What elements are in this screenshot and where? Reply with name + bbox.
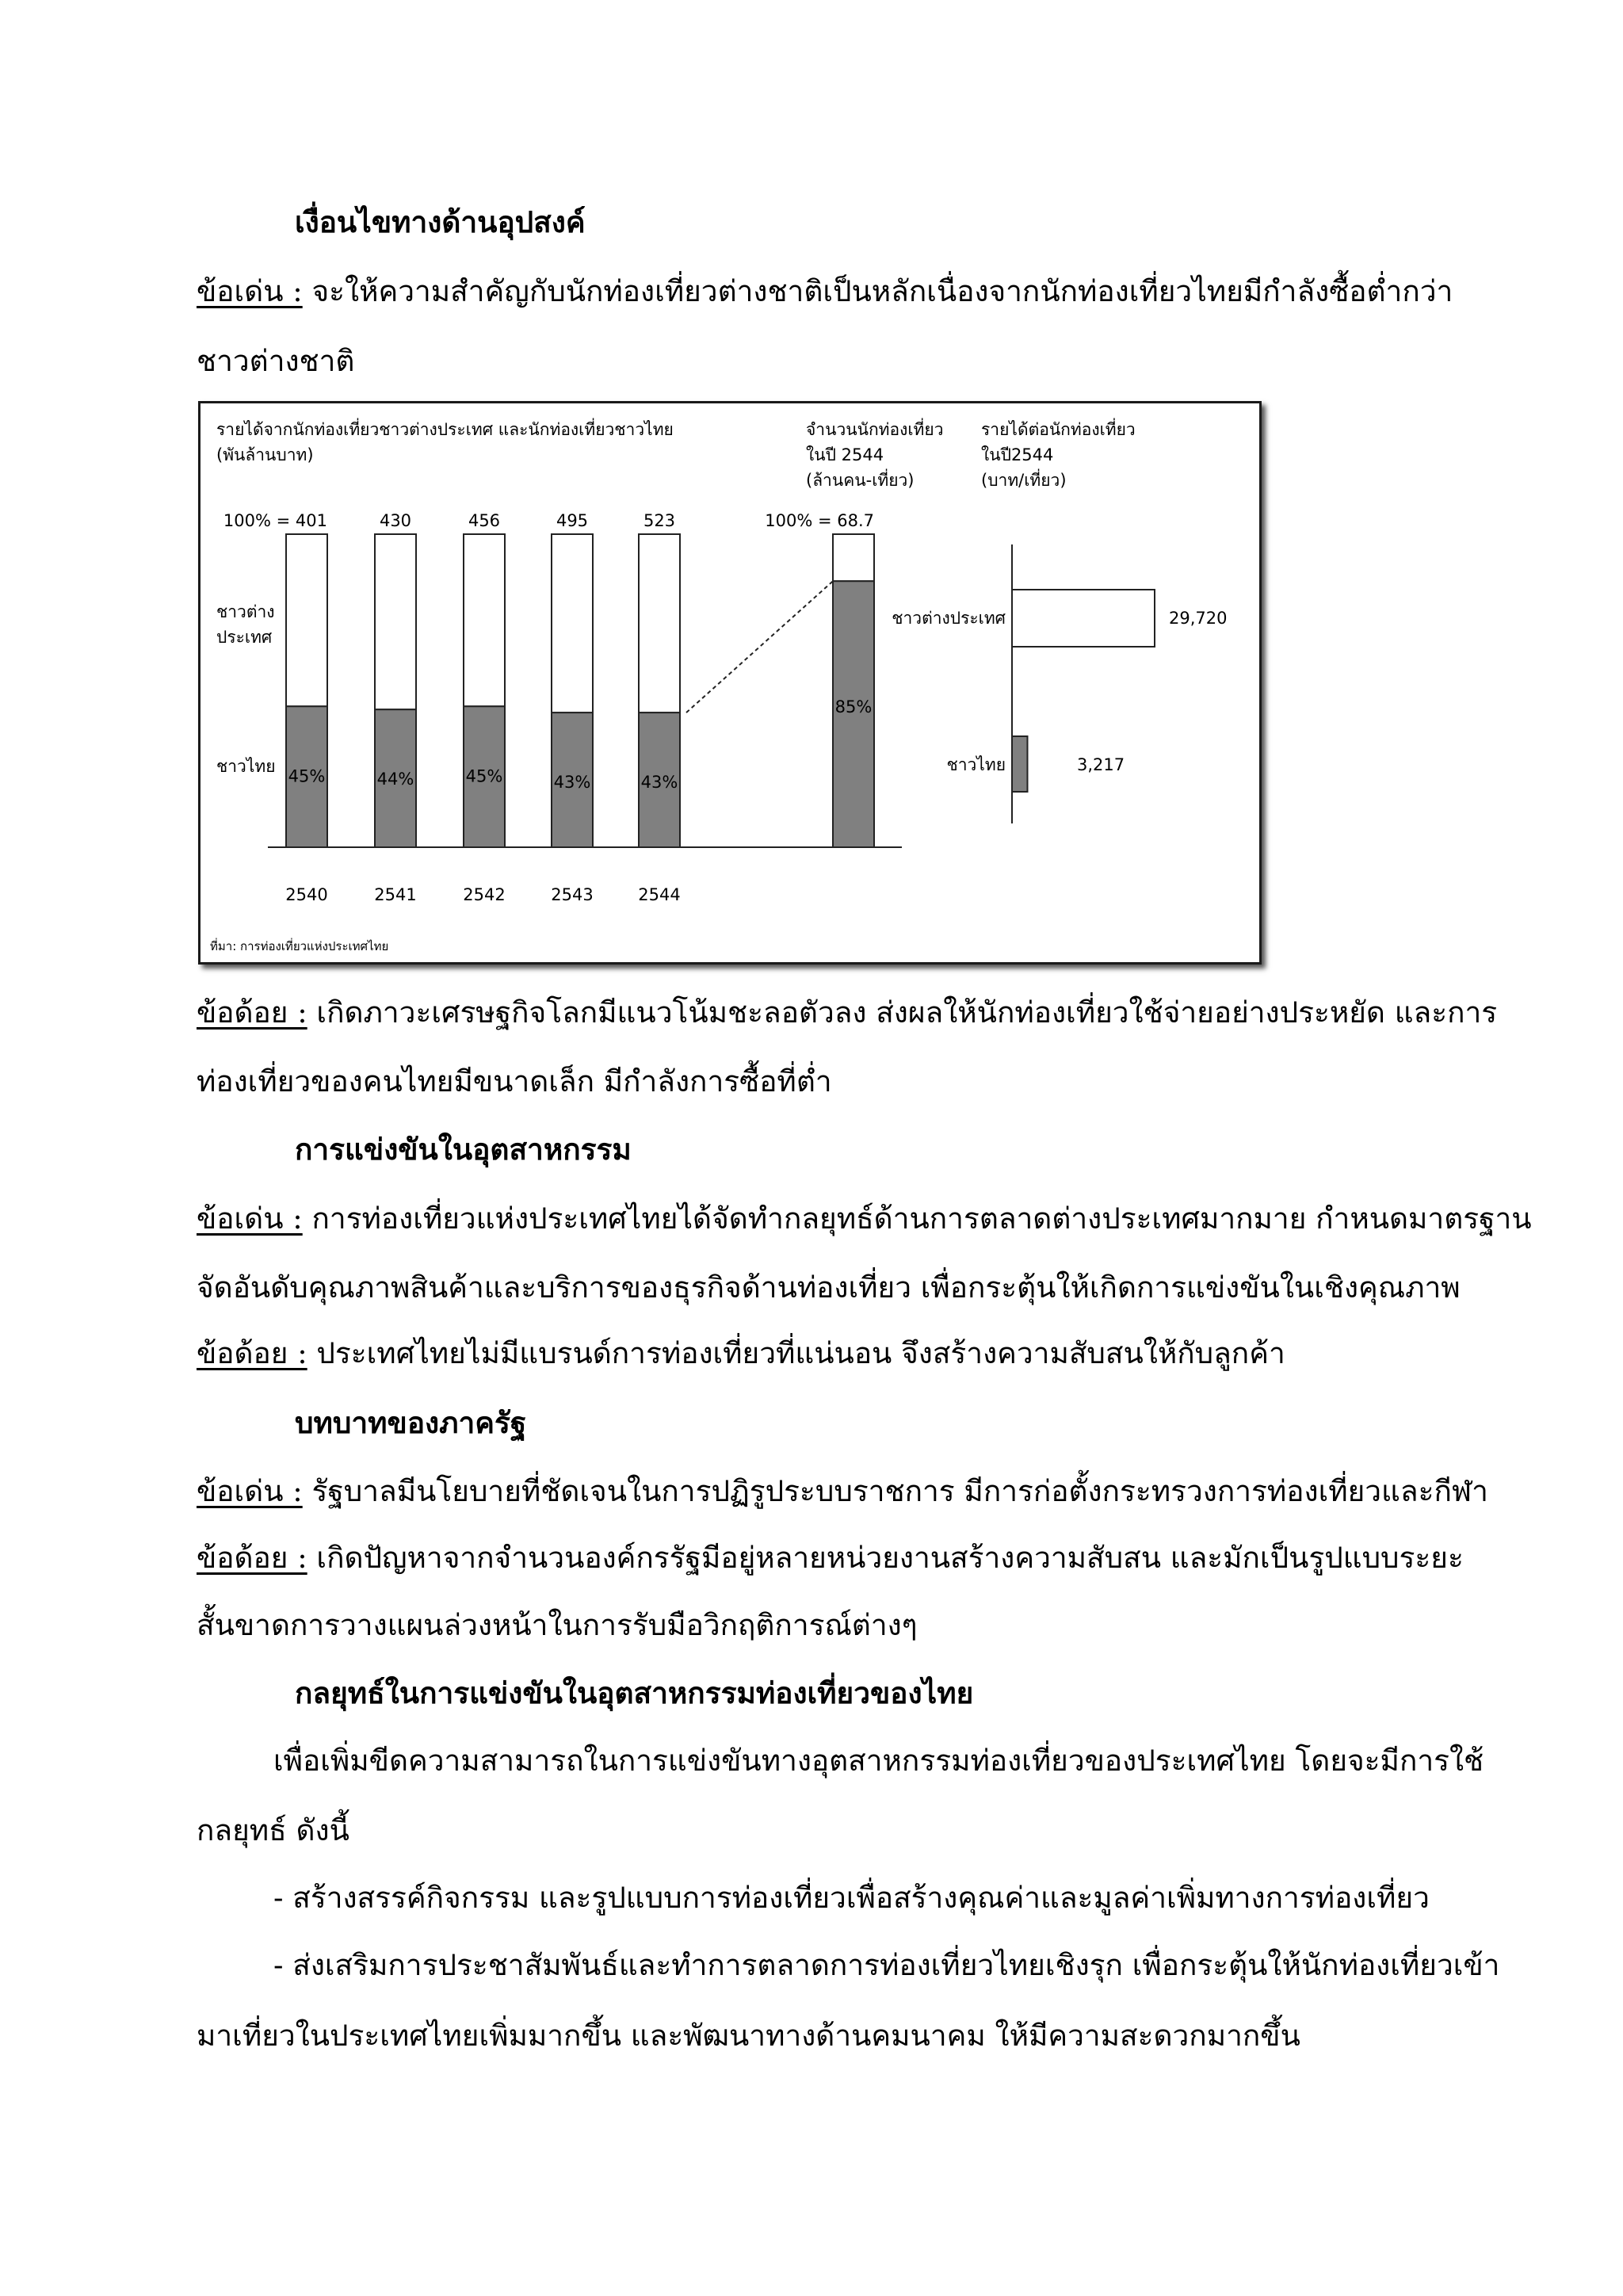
spend-bar-foreign: [1012, 590, 1155, 647]
weakness-text: ประเทศไทยไม่มีแบรนด์การท่องเที่ยวที่แน่นอน จึงสร้างความสับสนให้กับลูกค้า: [307, 1336, 1285, 1370]
x-tick-label: 2542: [463, 885, 506, 904]
chart-title: รายได้จากนักท่องเที่ยวชาวต่างประเทศ และนักท่องเที่ยวชาวไทย: [216, 420, 674, 439]
strength-text: การท่องเที่ยวแห่งประเทศไทยได้จัดทำกลยุทธ์ด้านการตลาดต่างประเทศมากมาย กำหนดมาตรฐาน: [302, 1201, 1532, 1236]
total-label: 523: [643, 511, 676, 530]
strength-text: จะให้ความสำคัญกับนักท่องเที่ยวต่างชาติเป็นหลักเนื่องจากนักท่องเที่ยวไทยมีกำลังซื้อต่ำกว่า: [302, 274, 1453, 308]
data-label-thai-share: 43%: [640, 773, 678, 793]
section-heading-strategy: กลยุทธ์ในการแข่งขันในอุตสาหกรรมท่องเที่ยวของไทย: [295, 1675, 974, 1710]
data-label-thai-share: 45%: [288, 766, 326, 786]
chart-canvas: [200, 403, 1259, 962]
bar-foreign: [464, 534, 505, 706]
paragraph-competition-strength: [197, 1201, 1532, 1236]
connector-line: [686, 581, 833, 712]
weakness-label: ข้อด้อย :: [197, 995, 307, 1030]
spend-category-label: ชาวต่างประเทศ: [892, 609, 1006, 628]
list-item-strategy-1: - สร้างสรรค์กิจกรรม และรูปแบบการท่องเที่ยวเพื่อสร้างคุณค่าและมูลค่าเพิ่มทางการท่องเที่ยว: [273, 1881, 1430, 1915]
section-heading-government: บทบาทของภาครัฐ: [295, 1405, 527, 1440]
total-label: 430: [379, 511, 412, 530]
visitors-title: ในปี 2544: [806, 445, 884, 464]
visitors-title: (ล้านคน-เที่ยว): [806, 471, 915, 490]
tourism-revenue-chart: [198, 401, 1262, 965]
total-label: 100% = 401: [223, 511, 327, 530]
visitors-total-label: 100% = 68.7: [765, 511, 874, 530]
paragraph-strategy-intro-cont: กลยุทธ์ ดังนี้: [197, 1813, 349, 1847]
list-item-strategy-2: - ส่งเสริมการประชาสัมพันธ์และทำการตลาดการท่องเที่ยวไทยเชิงรุก เพื่อกระตุ้นให้นักท่องเที่ยวเข้า: [273, 1948, 1500, 1982]
x-tick-label: 2544: [638, 885, 681, 904]
data-label-thai-share: 44%: [376, 770, 414, 789]
weakness-label: ข้อด้อย :: [197, 1336, 307, 1370]
list-item-strategy-2-cont: มาเที่ยวในประเทศไทยเพิ่มมากขึ้น และพัฒนาทางด้านคมนาคม ให้มีความสะดวกมากขึ้น: [197, 2019, 1300, 2053]
spend-title: รายได้ต่อนักท่องเที่ยว: [981, 420, 1136, 439]
spend-title: ในปี2544: [981, 445, 1054, 464]
visitors-bar-thai: [833, 534, 874, 581]
section-heading-demand: เงื่อนไขทางด้านอุปสงค์: [295, 204, 586, 239]
row-label-foreign: ชาวต่าง: [216, 602, 275, 621]
paragraph-competition-weakness: [197, 1336, 1285, 1371]
spend-bar-thai: [1012, 736, 1027, 792]
strength-text: รัฐบาลมีนโยบายที่ชัดเจนในการปฏิรูประบบราชการ มีการก่อตั้งกระทรวงการท่องเที่ยวและกีฬา: [302, 1474, 1488, 1508]
paragraph-demand-strength-cont: ชาวต่างชาติ: [197, 344, 355, 378]
data-label-thai-share: 45%: [465, 766, 503, 786]
strength-label: ข้อเด่น :: [197, 1474, 303, 1508]
x-tick-label: 2540: [285, 885, 328, 904]
section-heading-competition: การแข่งขันในอุตสาหกรรม: [295, 1132, 632, 1167]
paragraph-demand-weakness-cont: ท่องเที่ยวของคนไทยมีขนาดเล็ก มีกำลังการซื้อที่ต่ำ: [197, 1064, 832, 1098]
spend-value-label: 3,217: [1077, 755, 1125, 774]
chart-source: ที่มา: การท่องเที่ยวแห่งประเทศไทย: [210, 939, 389, 953]
spend-category-label: ชาวไทย: [946, 755, 1006, 774]
bar-foreign: [639, 534, 680, 712]
data-label-thai-share: 43%: [553, 773, 591, 793]
weakness-text: เกิดภาวะเศรษฐกิจโลกมีแนวโน้มชะลอตัวลง ส่งผลให้นักท่องเที่ยวใช้จ่ายอย่างประหยัด และการ: [307, 995, 1498, 1030]
x-tick-label: 2543: [551, 885, 594, 904]
row-label-foreign: ประเทศ: [216, 628, 273, 647]
visitors-title: จำนวนนักท่องเที่ยว: [806, 420, 944, 439]
paragraph-strategy-intro: เพื่อเพิ่มขีดความสามารถในการแข่งขันทางอุตสาหกรรมท่องเที่ยวของประเทศไทย โดยจะมีการใช้: [273, 1744, 1484, 1778]
bar-foreign: [552, 534, 593, 712]
paragraph-demand-strength: [197, 274, 1453, 309]
bar-foreign: [375, 534, 416, 709]
paragraph-competition-strength-cont: จัดอันดับคุณภาพสินค้าและบริการของธุรกิจด้านท่องเที่ยว เพื่อกระตุ้นให้เกิดการแข่งขันในเชิงคุณภาพ: [197, 1270, 1461, 1305]
chart-title-unit: (พันล้านบาท): [216, 445, 314, 464]
row-label-thai: ชาวไทย: [216, 757, 276, 776]
spend-title: (บาท/เที่ยว): [981, 471, 1067, 490]
total-label: 495: [556, 511, 589, 530]
paragraph-government-weakness: [197, 1541, 1464, 1576]
paragraph-demand-weakness: [197, 995, 1497, 1030]
data-label-foreign-share: 85%: [834, 697, 873, 716]
weakness-text: เกิดปัญหาจากจำนวนองค์กรรัฐมีอยู่หลายหน่วยงานสร้างความสับสน และมักเป็นรูปแบบระยะ: [307, 1541, 1464, 1575]
strength-label: ข้อเด่น :: [197, 1201, 303, 1236]
paragraph-government-strength: [197, 1474, 1488, 1509]
bar-foreign: [286, 534, 327, 706]
paragraph-government-weakness-cont: สั้นขาดการวางแผนล่วงหน้าในการรับมือวิกฤติการณ์ต่างๆ: [197, 1608, 918, 1642]
spend-value-label: 29,720: [1169, 609, 1228, 628]
total-label: 456: [468, 511, 501, 530]
x-tick-label: 2541: [374, 885, 417, 904]
strength-label: ข้อเด่น :: [197, 274, 303, 308]
weakness-label: ข้อด้อย :: [197, 1541, 307, 1575]
